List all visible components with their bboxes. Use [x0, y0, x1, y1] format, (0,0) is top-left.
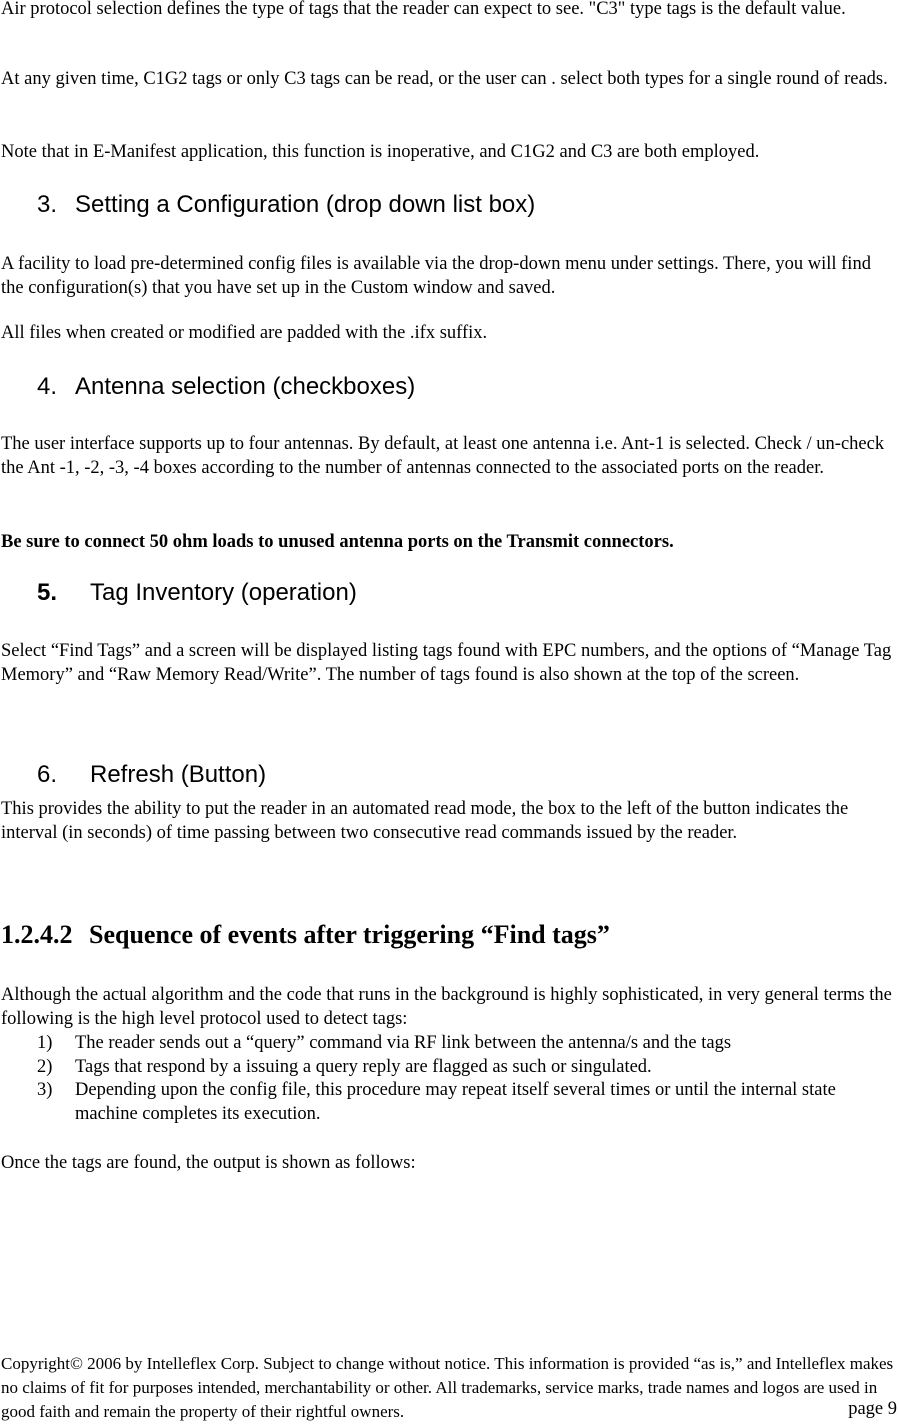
section-4-title: Antenna selection (checkboxes) — [75, 373, 416, 400]
section-6-heading — [37, 761, 266, 789]
list-item-number: 3) — [37, 1080, 53, 1100]
section-6-title: Refresh (Button) — [90, 761, 267, 788]
section-6-paragraph-1: This provides the ability to put the reader in an automated read mode, the box to the left of the button indicates the interval (in seconds) of time passing between two consecutive read commands issued by the reader. — [1, 799, 849, 843]
list-item-text: Depending upon the config file, this procedure may repeat itself several times or until the internal state machine completes its execution. — [75, 1080, 836, 1124]
subsection-heading — [1, 920, 610, 950]
section-3-paragraph-1: A facility to load pre-determined config files is available via the drop-down menu under settings. There, you will find the configuration(s) that you have set up in the Custom window and saved. — [1, 254, 871, 298]
section-5-number: 5. — [37, 579, 58, 606]
list-item-text: Tags that respond by a issuing a query reply are flagged as such or singulated. — [75, 1057, 652, 1077]
list-item-number: 2) — [37, 1057, 53, 1077]
section-3-number: 3. — [37, 191, 58, 218]
section-4-paragraph-1: The user interface supports up to four antennas. By default, at least one antenna i.e. Ant-1 is selected. Check / un-check the Ant -1, -2, -3, -4 boxes according to the number of antennas connected to the associated ports on the reader. — [1, 434, 885, 478]
section-3-paragraph-2: All files when created or modified are padded with the .ifx suffix. — [1, 323, 488, 343]
section-3-title: Setting a Configuration (drop down list box) — [75, 191, 536, 218]
section-5-title: Tag Inventory (operation) — [90, 579, 357, 606]
subsection-title: Sequence of events after triggering “Find tags” — [89, 920, 610, 949]
section-6-number: 6. — [37, 761, 58, 788]
section-4-heading — [37, 373, 415, 401]
section-4-warning: Be sure to connect 50 ohm loads to unused antenna ports on the Transmit connectors. — [1, 532, 674, 552]
subsection-outro: Once the tags are found, the output is shown as follows: — [1, 1153, 416, 1173]
subsection-number: 1.2.4.2 — [1, 920, 73, 949]
section-3-heading — [37, 191, 535, 219]
footer-copyright: Copyright© 2006 by Intelleflex Corp. Subject to change without notice. This information is provided “as is,” and Intelleflex makes no claims of fit for purposes intended, merchantability or other. All trademarks, service marks, trade names and logos are used in good faith and remain the property of their rightful owners. — [1, 1354, 894, 1421]
intro-paragraph-3: Note that in E-Manifest application, this function is inoperative, and C1G2 and C3 are both employed. — [1, 142, 760, 162]
section-5-heading — [37, 579, 357, 607]
list-item-number: 1) — [37, 1033, 53, 1053]
section-4-number: 4. — [37, 373, 58, 400]
subsection-intro: Although the actual algorithm and the code that runs in the background is highly sophisticated, in very general terms the following is the high level protocol used to detect tags: — [1, 985, 892, 1029]
list-item-text: The reader sends out a “query” command via RF link between the antenna/s and the tags — [75, 1033, 732, 1053]
page-number: page 9 — [848, 1399, 897, 1419]
section-5-paragraph-1: Select “Find Tags” and a screen will be displayed listing tags found with EPC numbers, and the options of “Manage Tag Memory” and “Raw Memory Read/Write”. The number of tags found is also shown at the top of the screen. — [1, 641, 892, 685]
intro-paragraph-2: At any given time, C1G2 tags or only C3 tags can be read, or the user can . select both types for a single round of reads. — [1, 69, 888, 89]
intro-paragraph-1: Air protocol selection defines the type of tags that the reader can expect to see. "C3" type tags is the default value. — [1, 0, 846, 19]
